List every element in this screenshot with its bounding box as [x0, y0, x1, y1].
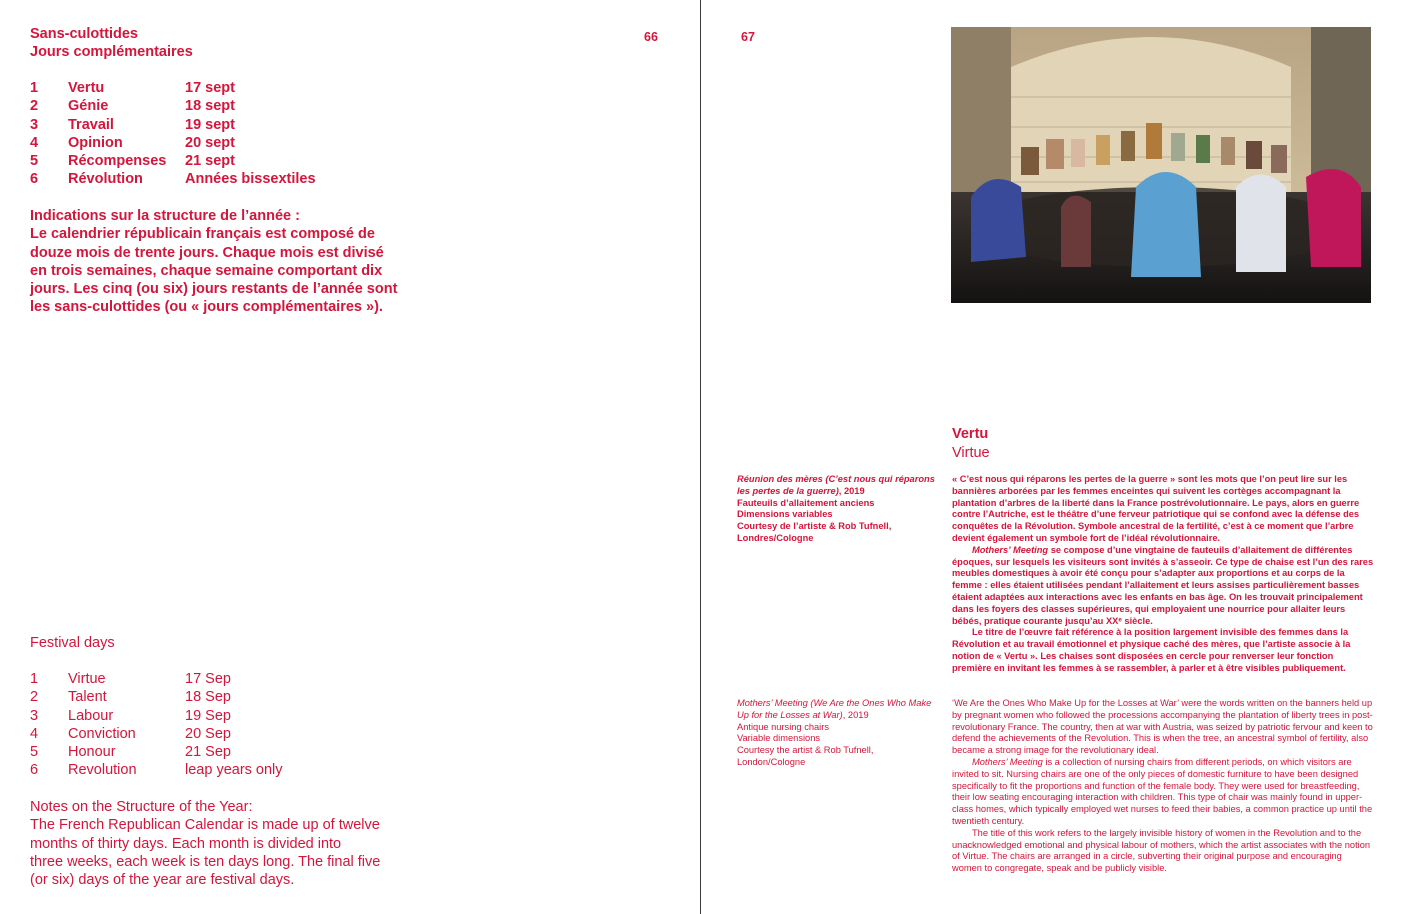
list-item	[30, 79, 316, 97]
list-item	[30, 707, 283, 725]
day-name: Opinion	[68, 134, 123, 151]
day-number: 1	[30, 671, 39, 687]
list-item	[30, 688, 283, 706]
day-date: 20 Sep	[185, 725, 231, 742]
caption-line: Londres/Cologne	[737, 532, 814, 543]
day-name: Révolution	[68, 171, 143, 188]
paragraph: The title of this work refers to the largely invisible history of women in the Revolution and to the unacknowledged emotional and physical labour of mothers, which the artist associates with the notion of Virtue. The chairs are arranged in a circle, subverting their original purpose and encouraging women to congregate, speak and be publicly visible.	[952, 827, 1371, 874]
paragraph-text: is a collection of nursing chairs from different periods, on which visitors are invited to sit. Nursing chairs are one of the only pieces of domestic furniture to have been designed specifically to fit the proportions and function of the female body. They were used for breastfeeding, their low seating encouraging interaction with children. This type of chair was mainly found in upper-class homes, which typically employed wet nurses to feed their babies, a common practice up until the twentieth century.	[952, 756, 1373, 826]
list-item	[30, 97, 316, 115]
notes-line: en trois semaines, chaque semaine comportant dix	[30, 262, 383, 279]
caption-fr-year: , 2019	[838, 485, 865, 496]
day-date: 18 Sep	[185, 689, 231, 706]
english-days-list	[30, 670, 283, 780]
list-item	[30, 152, 316, 170]
day-date: 17 Sep	[185, 671, 231, 687]
section-title	[952, 425, 990, 463]
notes-line: three weeks, each week is ten days long. The final five	[30, 853, 381, 870]
day-number: 1	[30, 80, 39, 96]
notes-line: (or six) days of the year are festival days.	[30, 872, 295, 889]
title-fr: Vertu	[952, 426, 989, 442]
day-number: 6	[30, 171, 39, 188]
caption-line: Antique nursing chairs	[737, 721, 829, 732]
body-text-fr	[952, 474, 1374, 675]
day-number: 3	[30, 116, 39, 133]
work-title: Mothers’ Meeting	[972, 544, 1049, 555]
english-title: Festival days	[30, 635, 115, 651]
day-name: Conviction	[68, 725, 136, 742]
notes-line: Le calendrier républicain français est composé de	[30, 226, 375, 243]
title-en: Virtue	[952, 445, 990, 461]
paragraph-text: se compose d’une vingtaine de fauteuils d’allaitement de différentes époques, sur lesquels les visiteurs sont invités à s’asseoir. Ce type de chaise est l’un des rares meubles domestiques à avoir été conçu pour s’adapter aux proportions et au corps de la femme : elles étaient utilisées pendant l’allaitement et leurs assises particulièrement basses étaient adaptées aux interactions avec les enfants en bas âge. On les trouvait principalement dans les foyers des classes supérieures, qui employaient une nourrice pour allaiter leurs bébés, pratique courante jusqu’au XXᵉ siècle.	[952, 544, 1374, 626]
day-name: Revolution	[68, 762, 137, 779]
french-notes	[30, 207, 440, 317]
notes-line: months of thirty days. Each month is divided into	[30, 835, 342, 852]
page-number-right: 67	[741, 30, 755, 44]
caption-fr-title: Réunion des mères (C’est nous qui réparons les pertes de la guerre)	[737, 474, 935, 496]
day-number: 4	[30, 725, 39, 742]
day-number: 4	[30, 134, 39, 151]
day-name: Travail	[68, 116, 114, 133]
day-date: 19 sept	[185, 116, 235, 133]
caption-line: London/Cologne	[737, 756, 806, 767]
page-number-left: 66	[644, 30, 658, 44]
caption-line: Courtesy de l’artiste & Rob Tufnell,	[737, 521, 892, 532]
paragraph	[952, 757, 1374, 828]
paragraph: ‘We Are the Ones Who Make Up for the Losses at War’ were the words written on the banners held up by pregnant women who followed the processions accompanying the plantation of liberty trees in post-revolutionary France. The country, then at war with Austria, was seized by patriotic fervour and keen to defend the achievements of the Revolution. This is when the tree, an ancestral symbol of fertility, also became a strong image for the revolutionary ideal.	[952, 698, 1373, 756]
french-notes-heading: Indications sur la structure de l’année :	[30, 208, 300, 224]
chairs-in-circle-illustration	[951, 27, 1371, 303]
list-item	[30, 134, 316, 152]
day-number: 2	[30, 689, 39, 706]
day-date: 20 sept	[185, 134, 235, 151]
caption-line: Variable dimensions	[737, 733, 821, 744]
day-name: Labour	[68, 707, 114, 724]
body-text-en	[952, 698, 1374, 875]
day-number: 5	[30, 153, 39, 170]
day-date: 17 sept	[185, 80, 235, 96]
caption-en-year: , 2019	[842, 709, 869, 720]
day-number: 2	[30, 98, 39, 115]
artwork-photo	[951, 27, 1371, 303]
day-number: 3	[30, 707, 39, 724]
paragraph: Le titre de l’œuvre fait référence à la position largement invisible des femmes dans la Révolution et au travail émotionnel et physique caché des mères, que l’artiste associe à la notion de « Vertu ». Les chaises sont disposées en cercle pour renverser leur fonction première en invitant les femmes à se rassembler, à parler et à être visibles publiquement.	[952, 627, 1351, 673]
day-name: Talent	[68, 689, 107, 706]
caption-line: Fauteuils d’allaitement anciens	[737, 497, 875, 508]
day-date: 19 Sep	[185, 707, 231, 724]
english-notes-heading: Notes on the Structure of the Year:	[30, 799, 253, 815]
paragraph	[952, 545, 1374, 628]
day-date: Années bissextiles	[185, 171, 316, 188]
notes-line: The French Republican Calendar is made up of twelve	[30, 817, 380, 834]
caption-en	[737, 698, 937, 769]
day-name: Vertu	[68, 80, 105, 96]
notes-line: douze mois de trente jours. Chaque mois est divisé	[30, 244, 384, 261]
day-date: 21 sept	[185, 153, 235, 170]
list-item	[30, 725, 283, 743]
english-notes	[30, 798, 430, 889]
list-item	[30, 761, 283, 779]
day-name: Virtue	[68, 671, 106, 687]
day-name: Récompenses	[68, 153, 167, 170]
day-date: 18 sept	[185, 98, 235, 115]
caption-en-title: Mothers’ Meeting (We Are the Ones Who Make Up for the Losses at War)	[737, 698, 932, 720]
caption-line: Courtesy the artist & Rob Tufnell,	[737, 745, 874, 756]
list-item	[30, 670, 283, 688]
caption-line: Dimensions variables	[737, 509, 833, 520]
french-title-line1: Sans-culottides	[30, 26, 138, 42]
notes-line: jours. Les cinq (ou six) jours restants de l’année sont	[30, 281, 398, 298]
list-item	[30, 116, 316, 134]
list-item	[30, 170, 316, 188]
day-number: 5	[30, 744, 39, 761]
day-date: 21 Sep	[185, 744, 231, 761]
day-name: Génie	[68, 98, 109, 115]
day-name: Honour	[68, 744, 116, 761]
day-date: leap years only	[185, 762, 283, 779]
day-number: 6	[30, 762, 39, 779]
work-title: Mothers’ Meeting	[972, 756, 1043, 767]
book-spine	[700, 0, 701, 914]
caption-fr	[737, 474, 937, 545]
paragraph: « C’est nous qui réparons les pertes de la guerre » sont les mots que l’on peut lire sur les bannières arborées par les femmes enceintes qui suivent les cortèges accompagnant la plantation d’arbres de la liberté dans la France postrévolutionnaire. Le pays, alors en guerre contre l’Autriche, est le théâtre d’une ferveur patriotique qui se confond avec la défense des conquêtes de la Révolution. Symbole ancestral de la fertilité, c’est à ce moment que l’arbre devient également un symbole fort de l’idéal révolutionnaire.	[952, 474, 1360, 543]
french-title-line2: Jours complémentaires	[30, 44, 193, 60]
french-days-list	[30, 79, 316, 189]
french-title	[30, 25, 193, 61]
notes-line: les sans-culottides (ou « jours complémentaires »).	[30, 299, 383, 316]
list-item	[30, 743, 283, 761]
